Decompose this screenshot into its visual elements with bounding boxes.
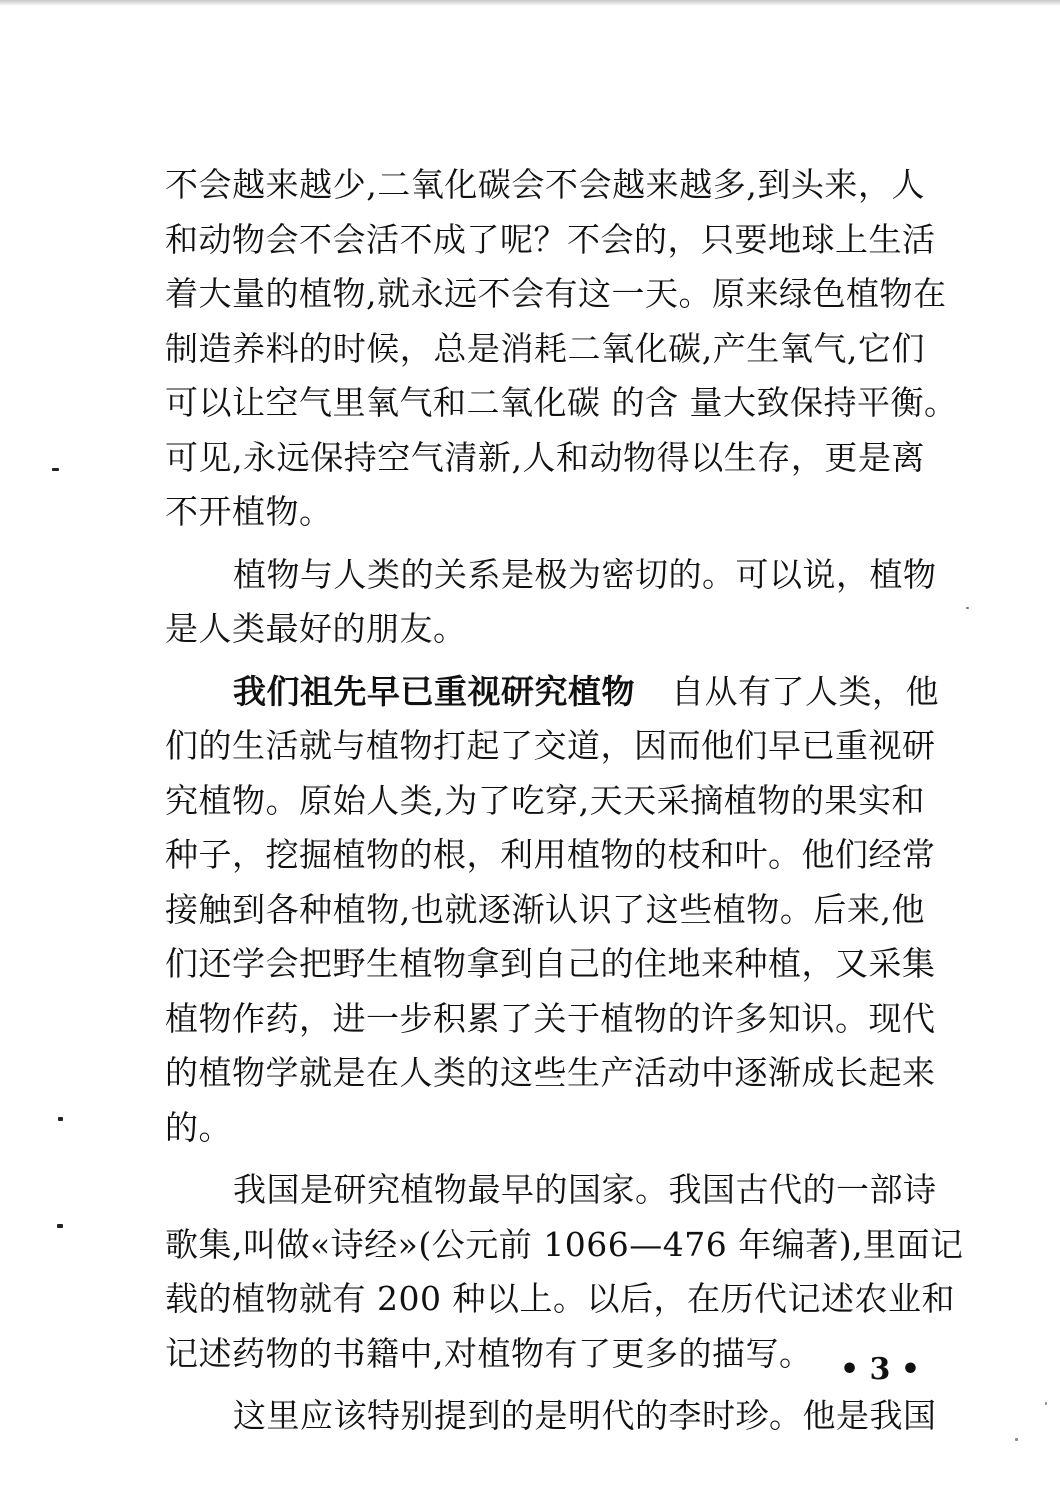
scan-speck xyxy=(1015,1438,1018,1441)
section-heading: 我们祖先早已重视研究植物 xyxy=(233,671,635,711)
paragraph-5 xyxy=(165,1389,937,1444)
scan-speck xyxy=(57,1224,63,1228)
paragraph-1 xyxy=(165,158,958,540)
text-line: 的。 xyxy=(165,1107,232,1147)
text-line: 我国是研究植物最早的国家。我国古代的一部诗 xyxy=(233,1170,937,1209)
text-line: 植物作药，进一步积累了关于植物的许多知识。现代 xyxy=(165,998,936,1038)
text-line: 制造养料的时候，总是消耗二氧化碳,产生氧气,它们 xyxy=(165,328,925,368)
scan-speck xyxy=(966,607,969,609)
text-line: 可见,永远保持空气清新,人和动物得以生存，更是离 xyxy=(165,437,925,477)
text-line: 们还学会把野生植物拿到自己的住地来种植，又采集 xyxy=(165,944,936,983)
text-line: 接触到各种植物,也就逐渐认识了这些植物。后来,他 xyxy=(165,889,925,929)
text-line: 记述药物的书籍中,对植物有了更多的描写。 xyxy=(165,1333,813,1373)
text-line: 和动物会不会活不成了呢？不会的，只要地球上生活 xyxy=(165,219,936,259)
text-line: 着大量的植物,就永远不会有这一天。原来绿色植物在 xyxy=(165,274,947,313)
text-line: 可以让空气里氧气和二氧化碳 的含 量大致保持平衡。 xyxy=(165,383,958,422)
text-line: 究植物。原始人类,为了吃穿,天天采摘植物的果实和 xyxy=(165,780,925,820)
text-line: 们的生活就与植物打起了交道，因而他们早已重视研 xyxy=(165,726,936,765)
text-line: 是人类最好的朋友。 xyxy=(165,609,467,648)
text-run: 自从有了人类，他 xyxy=(671,671,939,711)
text-line: 载的植物就有 200 种以上。以后，在历代记述农业和 xyxy=(165,1279,955,1318)
text-line: 歌集,叫做«诗经»(公元前 1066—476 年编著),里面记 xyxy=(165,1224,964,1264)
text-line: 不开植物。 xyxy=(165,492,333,531)
paragraph-2 xyxy=(165,548,937,657)
text-line: 不会越来越少,二氧化碳会不会越来越多,到头来，人 xyxy=(165,165,925,204)
text-line: 植物与人类的关系是极为密切的。可以说，植物 xyxy=(233,554,937,594)
text-line-with-heading xyxy=(165,665,939,720)
text-line: 这里应该特别提到的是明代的李时珍。他是我国 xyxy=(233,1396,937,1435)
scan-speck xyxy=(52,468,59,471)
text-line: 种子，挖掘植物的根，利用植物的枝和叶。他们经常 xyxy=(165,835,936,874)
paragraph-4 xyxy=(165,1163,964,1381)
text-line: 的植物学就是在人类的这些生产活动中逐渐成长起来 xyxy=(165,1053,936,1092)
scan-speck xyxy=(58,1117,63,1121)
page-number: • 3 • xyxy=(839,1352,921,1387)
body-text xyxy=(165,158,964,1444)
scan-speck xyxy=(1045,1402,1047,1405)
paragraph-3 xyxy=(165,665,939,1156)
scan-top-edge xyxy=(0,0,1060,6)
